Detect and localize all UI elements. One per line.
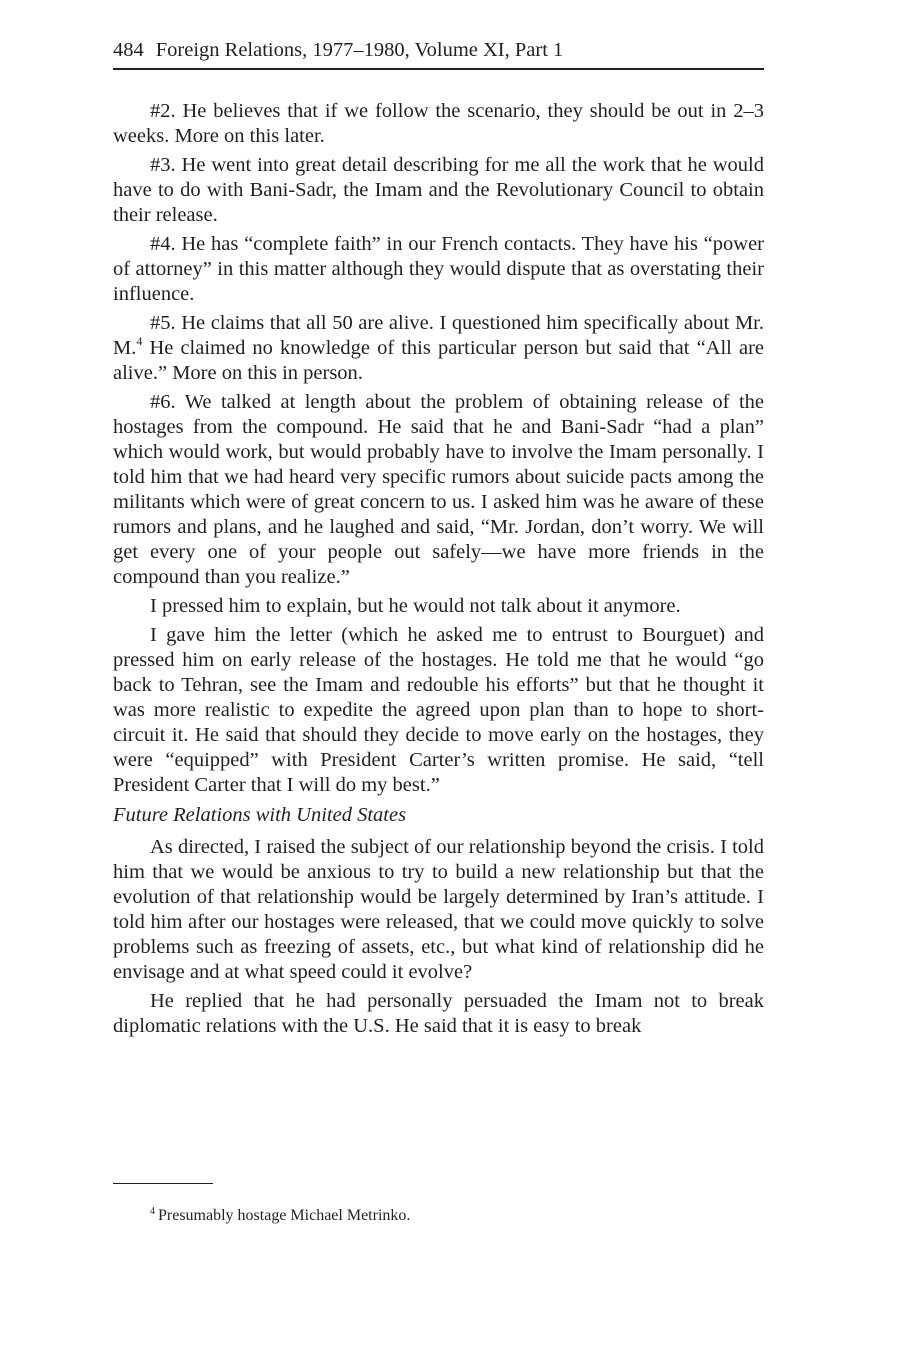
section-heading: Future Relations with United States	[113, 804, 407, 826]
paragraph-9: As directed, I raised the subject of our relationship beyond the crisis. I told him that we would be anxious to try to build a new relationship but that the evolution of that relationship would be largely determined by Iran’s attitude. I told him after our hostages were released, that we could move quickly to solve problems such as freezing of assets, etc., but what kind of relationship did he envisage and at what speed could it evolve?	[113, 836, 764, 983]
paragraph-3: #3. He went into great detail describing for me all the work that he would have to do with Bani-Sadr, the Imam and the Revolutionary Council to obtain their release.	[113, 154, 764, 226]
footnote-number: 4	[150, 1205, 155, 1217]
footnote-text: Presumably hostage Michael Metrinko.	[158, 1207, 411, 1224]
footnote-reference: 4	[136, 334, 143, 349]
page-number: 484	[113, 39, 144, 61]
paragraph-6: #6. We talked at length about the problem of obtaining release of the hostages from the compound. He said that he and Bani-Sadr “had a plan” which would work, but would probably have to involve the Imam personally. I told him that we had heard very specific rumors about suicide pacts among the militants which were of great concern to us. I asked him was he aware of these rumors and plans, and he laughed and said, “Mr. Jordan, don’t worry. We will get every one of your people out safely—we have more friends in the compound than you realize.”	[113, 391, 764, 588]
running-head-title: Foreign Relations, 1977–1980, Volume XI, Part 1	[155, 39, 564, 61]
paragraph-7: I pressed him to explain, but he would not talk about it anymore.	[150, 595, 681, 617]
header-rule	[113, 68, 764, 70]
paragraph-4: #4. He has “complete faith” in our French contacts. They have his “power of attorney” in this matter although they would dispute that as overstating their influence.	[113, 233, 764, 305]
footnote-rule	[113, 1183, 213, 1184]
running-head	[113, 38, 764, 62]
paragraph-10: He replied that he had personally persuaded the Imam not to break diplomatic relations with the U.S. He said that it is easy to break	[113, 990, 764, 1037]
footnote	[150, 1206, 764, 1226]
paragraph-2: #2. He believes that if we follow the scenario, they should be out in 2–3 weeks. More on this later.	[113, 100, 764, 147]
paragraph-8: I gave him the letter (which he asked me to entrust to Bourguet) and pressed him on early release of the hostages. He told me that he would “go back to Tehran, see the Imam and redouble his efforts” but that he thought it was more realistic to expedite the agreed upon plan than to hope to short-circuit it. He said that should they decide to move early on the hostages, they were “equipped” with President Carter’s written promise. He said, “tell President Carter that I will do my best.”	[113, 624, 764, 796]
paragraph-5-text-after: He claimed no knowledge of this particular person but said that “All are alive.” More on this in person.	[113, 337, 764, 384]
paragraph-5-text-before: #5. He claims that all 50 are alive. I questioned him specifically about Mr. M.	[113, 312, 764, 359]
body-text	[113, 99, 764, 1043]
paragraph-5	[113, 311, 764, 386]
